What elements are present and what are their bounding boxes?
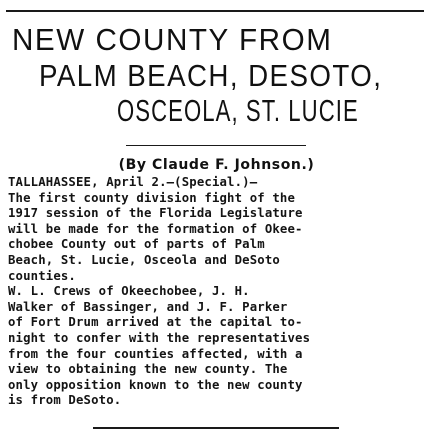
body-line: The first county division fight of the	[8, 190, 296, 205]
body-line: view to obtaining the new county. The	[8, 362, 288, 377]
body-line: 1917 session of the Florida Legislature	[8, 206, 303, 221]
headline-line-3: OSCEOLA, ST. LUCIE	[117, 93, 359, 128]
headline-divider	[126, 145, 306, 146]
body-line: only opposition known to the new county	[8, 377, 303, 392]
body-line: is from DeSoto.	[8, 393, 122, 408]
body-line: Beach, St. Lucie, Osceola and DeSoto	[8, 252, 280, 267]
body-line: TALLAHASSEE, April 2.—(Special.)—	[8, 175, 258, 189]
body-line: will be made for the formation of Okee-	[8, 221, 303, 236]
body-line: chobee County out of parts of Palm	[8, 237, 265, 252]
body-line: W. L. Crews of Okeechobee, J. H.	[8, 284, 250, 299]
article-body	[8, 175, 426, 409]
body-line: counties.	[8, 268, 76, 283]
headline-line-2: PALM BEACH, DESOTO,	[39, 58, 383, 93]
top-rule	[6, 10, 424, 12]
byline: (By Claude F. Johnson.)	[118, 157, 315, 173]
bottom-rule	[93, 427, 339, 429]
body-line: Walker of Bassinger, and J. F. Parker	[8, 299, 288, 314]
body-line: from the four counties affected, with a	[8, 346, 303, 361]
body-line: night to confer with the representatives	[8, 330, 311, 345]
headline-line-1: NEW COUNTY FROM	[12, 22, 333, 57]
body-line: of Fort Drum arrived at the capital to-	[8, 315, 303, 330]
